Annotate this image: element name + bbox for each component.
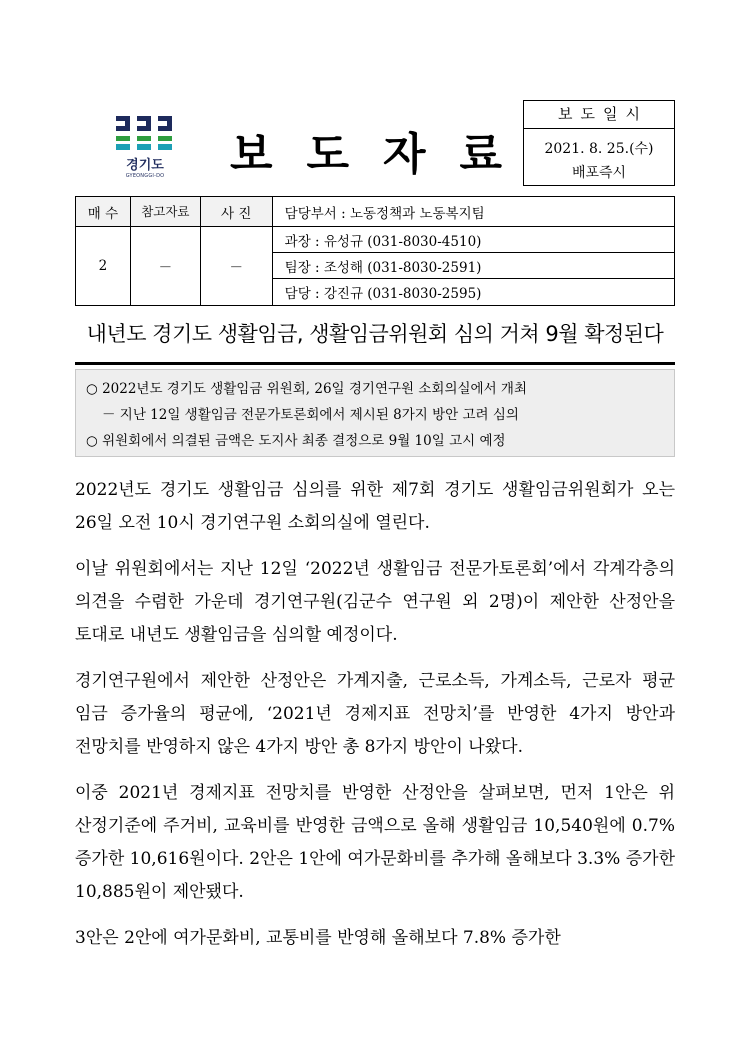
article-body: [75, 474, 675, 968]
release-status: 배포즉시: [571, 165, 627, 181]
logo-name: 경기도: [126, 158, 164, 173]
paragraph: 3안은 2안에 여가문화비, 교통비를 반영해 올해보다 7.8% 증가한: [75, 928, 561, 948]
department: 담당부서 : 노동정책과 노동복지팀: [272, 197, 674, 227]
press-headline: 내년도 경기도 생활임금, 생활임금위원회 심의 거쳐 9월 확정된다: [86, 322, 664, 346]
logo-english-name: GYEONGGI-DO: [125, 173, 165, 179]
gyeonggi-logo-icon: [116, 116, 172, 152]
page-title: 보도자료: [230, 129, 537, 180]
summary-item: ○ 위원회에서 의결된 금액은 도지사 최종 결정으로 9월 10일 고시 예정: [86, 433, 506, 449]
contact-manager: 과장 : 유성규 (031-8030-4510): [272, 227, 674, 253]
release-box-header: 보도일시: [524, 101, 674, 129]
release-date: 2021. 8. 25.(수): [544, 141, 654, 157]
summary-box: [75, 369, 675, 457]
gyeonggi-logo: [110, 116, 180, 196]
contact-staff: 담당 : 강진규 (031-8030-2595): [272, 279, 674, 306]
headline-divider: [75, 362, 675, 365]
contact-team-leader: 팀장 : 조성해 (031-8030-2591): [272, 253, 674, 279]
attachments-value: －: [130, 227, 200, 306]
paragraph: 이중 2021년 경제지표 전망치를 반영한 산정안을 살펴보면, 먼저 1안은 위 산정기준에 주거비, 교육비를 반영한 금액으로 올해 생활임금 10,540원에 0.7% 증가한 10,616원이다. 2안은 1안에 여가문화비를 추가해 올해보다 3.3% 증가한 10,885원이 제안됐다.: [75, 783, 675, 902]
release-date-box: [523, 100, 675, 186]
paragraph: 경기연구원에서 제안한 산정안은 가계지출, 근로소득, 가계소득, 근로자 평균 임금 증가율의 평균에, ‘2021년 경제지표 전망치’를 반영한 4가지 방안과 전망치를 반영하지 않은 4가지 방안 총 8가지 방안이 나왔다.: [75, 671, 675, 757]
contact-info-table: [75, 196, 675, 306]
paragraph: 이날 위원회에서는 지난 12일 ‘2022년 생활임금 전문가토론회’에서 각계각층의 의견을 수렴한 가운데 경기연구원(김군수 연구원 외 2명)이 제안한 산정안을 토대로 내년도 생활임금을 심의할 예정이다.: [75, 559, 675, 645]
summary-item: ○ 2022년도 경기도 생활임금 위원회, 26일 경기연구원 소회의실에서 개최: [86, 381, 528, 397]
pages-value: 2: [76, 227, 131, 306]
pages-header: 매 수: [76, 197, 131, 227]
photos-value: －: [200, 227, 272, 306]
photos-header: 사 진: [200, 197, 272, 227]
paragraph: 2022년도 경기도 생활임금 심의를 위한 제7회 경기도 생활임금위원회가 오는 26일 오전 10시 경기연구원 소회의실에 열린다.: [75, 480, 675, 533]
attachments-header: 참고자료: [130, 197, 200, 227]
summary-subitem: － 지난 12일 생활임금 전문가토론회에서 제시된 8가지 방안 고려 심의: [102, 407, 519, 423]
